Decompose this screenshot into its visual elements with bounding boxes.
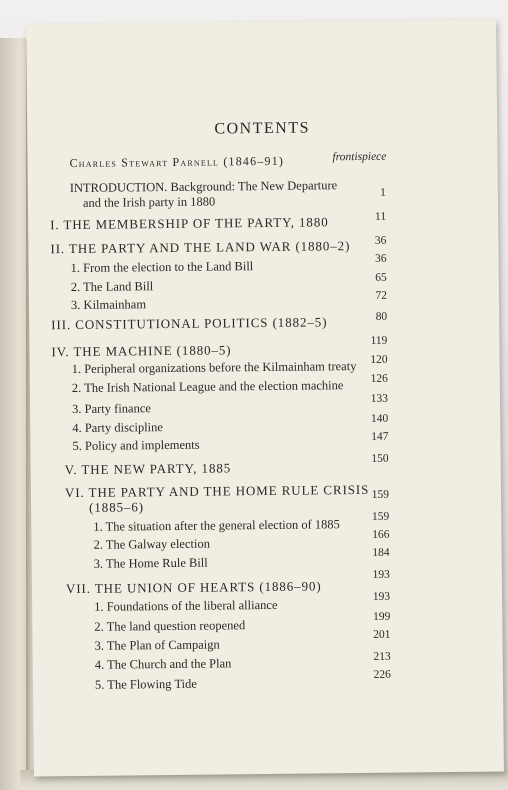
chapter-6-section-3-page: 184 bbox=[372, 546, 390, 559]
frontispiece-label: Charles Stewart Parnell (1846–91) bbox=[69, 153, 285, 171]
chapter-6-title-dates: (1885–6) bbox=[89, 499, 145, 515]
chapter-4-section-4-page: 140 bbox=[370, 412, 389, 425]
chapter-6-section-1: 1. The situation after the general election of 1885 bbox=[93, 517, 340, 534]
chapter-2-page: 36 bbox=[374, 234, 387, 247]
chapter-7-section-5: 5. The Flowing Tide bbox=[94, 676, 197, 692]
chapter-5-title: V. THE NEW PARTY, 1885 bbox=[64, 460, 232, 478]
chapter-7-section-4-page: 213 bbox=[373, 650, 391, 663]
chapter-6-section-2: 2. The Galway election bbox=[93, 536, 211, 552]
chapter-1-page: 11 bbox=[374, 210, 387, 223]
chapter-4-section-5: 5. Policy and implements bbox=[72, 437, 200, 454]
chapter-6-page: 159 bbox=[371, 488, 390, 501]
chapter-5-page: 150 bbox=[371, 452, 389, 465]
chapter-2-section-2: 2. The Land Bill bbox=[70, 279, 154, 295]
chapter-4-section-3: 3. Party finance bbox=[72, 401, 151, 417]
book-left-edge bbox=[0, 38, 28, 790]
chapter-4-section-2-page: 126 bbox=[370, 372, 388, 385]
chapter-7-title: VII. THE UNION OF HEARTS (1886–90) bbox=[65, 578, 322, 597]
chapter-3-title: III. CONSTITUTIONAL POLITICS (1882–5) bbox=[51, 314, 328, 333]
chapter-1-title: I. THE MEMBERSHIP OF THE PARTY, 1880 bbox=[50, 214, 329, 233]
introduction-line2: and the Irish party in 1880 bbox=[82, 194, 216, 210]
book-page bbox=[26, 20, 504, 777]
chapter-4-section-2: 2. The Irish National League and the election machine bbox=[71, 378, 344, 396]
chapter-7-section-4: 4. The Church and the Plan bbox=[94, 656, 232, 672]
chapter-6-section-3: 3. The Home Rule Bill bbox=[93, 555, 208, 571]
chapter-7-section-3: 3. The Plan of Campaign bbox=[94, 637, 220, 653]
chapter-6-section-1-page: 159 bbox=[371, 510, 390, 523]
chapter-2-section-2-page: 65 bbox=[375, 271, 387, 284]
chapter-4-section-1-page: 120 bbox=[370, 353, 388, 366]
chapter-7-section-1-page: 193 bbox=[372, 590, 391, 603]
chapter-7-section-3-page: 201 bbox=[373, 628, 391, 641]
chapter-2-section-3: 3. Kilmainham bbox=[70, 297, 147, 313]
contents-heading: CONTENTS bbox=[214, 119, 311, 138]
chapter-6-title: VI. THE PARTY AND THE HOME RULE CRISIS bbox=[64, 481, 370, 501]
introduction-page: 1 bbox=[380, 186, 386, 199]
chapter-7-section-1: 1. Foundations of the liberal alliance bbox=[94, 597, 278, 614]
chapter-2-section-1-page: 36 bbox=[374, 252, 387, 265]
chapter-4-title: IV. THE MACHINE (1880–5) bbox=[51, 342, 232, 360]
chapter-3-page: 80 bbox=[375, 310, 388, 323]
introduction-line1: INTRODUCTION. Background: The New Departure bbox=[69, 178, 338, 196]
frontispiece-page: frontispiece bbox=[332, 150, 387, 164]
chapter-2-title: II. THE PARTY AND THE LAND WAR (1880–2) bbox=[50, 238, 351, 257]
chapter-2-section-1: 1. From the election to the Land Bill bbox=[70, 259, 254, 276]
chapter-7-section-5-page: 226 bbox=[373, 668, 391, 681]
chapter-6-section-2-page: 166 bbox=[372, 528, 390, 541]
chapter-4-section-4: 4. Party discipline bbox=[72, 420, 163, 436]
chapter-7-section-2: 2. The land question reopened bbox=[94, 618, 246, 634]
chapter-4-section-3-page: 133 bbox=[370, 392, 389, 405]
chapter-7-section-2-page: 199 bbox=[372, 610, 391, 623]
chapter-4-section-5-page: 147 bbox=[371, 430, 389, 443]
chapter-4-page: 119 bbox=[370, 334, 388, 347]
chapter-2-section-3-page: 72 bbox=[375, 289, 387, 302]
chapter-7-page: 193 bbox=[372, 568, 390, 581]
chapter-4-section-1: 1. Peripheral organizations before the Kilmainham treaty bbox=[71, 359, 357, 377]
